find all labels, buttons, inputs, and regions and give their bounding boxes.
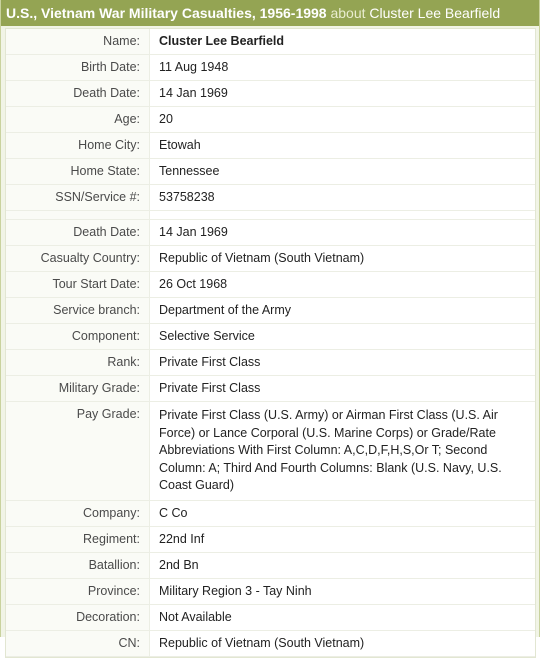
rank-value: Private First Class [150,350,536,376]
row-decoration [6,604,535,630]
age-label: Age: [6,107,150,133]
name-label: Name: [6,29,150,55]
about-text: about [330,5,366,21]
row-death-date [6,81,535,107]
row-casualty-country [6,246,535,272]
row-tour-start-date [6,272,535,298]
rank-label: Rank: [6,350,150,376]
row-pay-grade [6,402,535,501]
age-value: 20 [150,107,536,133]
row-cn [6,630,535,656]
decoration-label: Decoration: [6,604,150,630]
home-state-value: Tennessee [150,159,536,185]
decoration-value: Not Available [150,604,536,630]
row-batallion [6,552,535,578]
province-label: Province: [6,578,150,604]
row-home-city [6,133,535,159]
row-service-branch [6,298,535,324]
row-name [6,29,535,55]
birth-date-label: Birth Date: [6,55,150,81]
tour-start-date-label: Tour Start Date: [6,272,150,298]
regiment-value: 22nd Inf [150,526,536,552]
military-grade-value: Private First Class [150,376,536,402]
pay-grade-value: Private First Class (U.S. Army) or Airman First Class (U.S. Air Force) or Lance Corporal (U.S. Marine Corps) or Grade/Rate Abbreviations With First Column: A,C,D,F,H,S,Or T; Second Column: A; Third And Fourth Columns: Blank (U.S. Navy, U.S. Coast Guard) [150,402,536,501]
section-spacer [6,211,535,220]
component-label: Component: [6,324,150,350]
pay-grade-label: Pay Grade: [6,402,150,501]
row-death-date-2 [6,220,535,246]
row-age [6,107,535,133]
regiment-label: Regiment: [6,526,150,552]
service-branch-value: Department of the Army [150,298,536,324]
death-date-label: Death Date: [6,81,150,107]
name-value: Cluster Lee Bearfield [150,29,536,55]
cn-label: CN: [6,630,150,656]
death-date-2-value: 14 Jan 1969 [150,220,536,246]
casualty-country-value: Republic of Vietnam (South Vietnam) [150,246,536,272]
row-home-state [6,159,535,185]
row-military-grade [6,376,535,402]
row-rank [6,350,535,376]
ssn-value: 53758238 [150,185,536,211]
birth-date-value: 11 Aug 1948 [150,55,536,81]
military-grade-label: Military Grade: [6,376,150,402]
home-city-value: Etowah [150,133,536,159]
cn-value: Republic of Vietnam (South Vietnam) [150,630,536,656]
batallion-label: Batallion: [6,552,150,578]
record-details [5,28,536,658]
company-label: Company: [6,500,150,526]
record-table [6,29,535,657]
service-branch-label: Service branch: [6,298,150,324]
province-value: Military Region 3 - Tay Ninh [150,578,536,604]
collection-title[interactable]: U.S., Vietnam War Military Casualties, 1956-1998 [6,5,327,21]
row-component [6,324,535,350]
tour-start-date-value: 26 Oct 1968 [150,272,536,298]
record-header [1,0,539,26]
person-name-header: Cluster Lee Bearfield [369,5,501,21]
company-value: C Co [150,500,536,526]
batallion-value: 2nd Bn [150,552,536,578]
row-province [6,578,535,604]
death-date-2-label: Death Date: [6,220,150,246]
death-date-value: 14 Jan 1969 [150,81,536,107]
home-state-label: Home State: [6,159,150,185]
row-ssn [6,185,535,211]
row-company [6,500,535,526]
casualty-country-label: Casualty Country: [6,246,150,272]
ssn-label: SSN/Service #: [6,185,150,211]
row-birth-date [6,55,535,81]
component-value: Selective Service [150,324,536,350]
home-city-label: Home City: [6,133,150,159]
row-regiment [6,526,535,552]
